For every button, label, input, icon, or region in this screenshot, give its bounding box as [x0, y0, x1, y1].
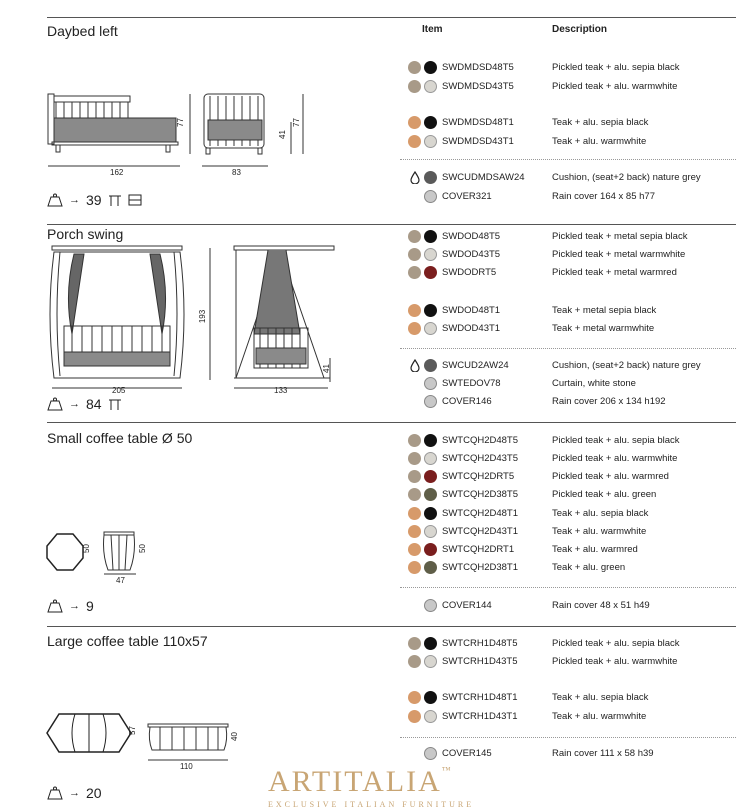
arrow-icon: →	[69, 398, 80, 410]
dotted-divider	[400, 587, 736, 588]
teak-swatch	[408, 561, 421, 574]
table-row	[408, 134, 728, 150]
dimension-label: 77	[175, 118, 185, 127]
item-code: SWTCQH2D48T5	[442, 435, 519, 446]
item-description: Pickled teak + metal warmwhite	[552, 249, 686, 260]
item-code: SWDODRT5	[442, 267, 497, 278]
item-description: Pickled teak + alu. warmwhite	[552, 453, 678, 464]
item-code: SWCUD2AW24	[442, 360, 509, 371]
teak-swatch	[408, 525, 421, 538]
table-row	[408, 394, 728, 410]
dimension-label: 41	[277, 130, 287, 139]
cover-swatch	[424, 599, 437, 612]
small-table-top-drawing	[45, 532, 85, 572]
item-code: COVER145	[442, 748, 492, 759]
arrow-icon: →	[69, 600, 80, 612]
section-divider	[47, 224, 736, 225]
table-row	[408, 524, 728, 540]
item-code: SWDMDSD43T1	[442, 136, 514, 147]
item-code: SWTCQH2D38T1	[442, 562, 519, 573]
table-row	[408, 247, 728, 263]
item-code: COVER146	[442, 396, 492, 407]
dimension-label: 83	[232, 168, 241, 177]
section-title-large-table: Large coffee table 110x57	[47, 633, 208, 649]
item-code: SWDMDSD43T5	[442, 81, 514, 92]
weight-value: 84	[86, 396, 102, 412]
black-swatch	[424, 304, 437, 317]
dimension-label: 110	[180, 762, 193, 771]
cover-swatch	[424, 395, 437, 408]
item-code: COVER144	[442, 600, 492, 611]
section-divider	[47, 626, 736, 627]
dimension-label: 133	[274, 386, 288, 395]
item-code: COVER321	[442, 191, 492, 202]
dimension-label: 50	[137, 544, 147, 553]
table-row	[408, 115, 728, 131]
item-description: Teak + metal warmwhite	[552, 323, 655, 334]
large-table-top-drawing	[45, 712, 133, 754]
section-title-small-table: Small coffee table Ø 50	[47, 430, 193, 446]
dimension-label: 40	[229, 732, 239, 741]
item-code: SWTCQH2D43T1	[442, 526, 519, 537]
item-code: SWTCQH2DRT5	[442, 471, 515, 482]
grey-swatch	[424, 359, 437, 372]
green-swatch	[424, 488, 437, 501]
pickled-teak-swatch	[408, 452, 421, 465]
weight-icon	[47, 193, 63, 207]
dimension-label: 205	[112, 386, 126, 395]
table-row	[408, 321, 728, 337]
table-row	[408, 598, 728, 614]
box-icon	[128, 193, 142, 207]
item-description: Pickled teak + alu. warmwhite	[552, 81, 678, 92]
section-divider	[47, 422, 736, 423]
dotted-divider	[400, 737, 736, 738]
warmwhite-swatch	[424, 525, 437, 538]
warmwhite-swatch	[424, 452, 437, 465]
pickled-teak-swatch	[408, 266, 421, 279]
black-swatch	[424, 61, 437, 74]
item-code: SWTCQH2D38T5	[442, 489, 519, 500]
weight-value: 20	[86, 785, 102, 801]
daybed-front-drawing	[44, 88, 184, 158]
item-code: SWCUDMDSAW24	[442, 172, 525, 183]
teak-swatch	[408, 507, 421, 520]
warmwhite-swatch	[424, 135, 437, 148]
item-description: Rain cover 48 x 51 h49	[552, 600, 650, 611]
item-description: Teak + alu. warmwhite	[552, 526, 647, 537]
weight-value: 39	[86, 192, 102, 208]
dimension-label: 57	[127, 726, 137, 735]
arrow-icon: →	[69, 194, 80, 206]
item-description: Teak + metal sepia black	[552, 305, 657, 316]
dimension-label: 77	[291, 118, 301, 127]
dimension-label: 47	[116, 576, 125, 585]
table-row	[408, 358, 728, 374]
weight-info	[47, 785, 102, 801]
teak-swatch	[408, 543, 421, 556]
item-description: Pickled teak + alu. green	[552, 489, 657, 500]
black-swatch	[424, 434, 437, 447]
table-row	[408, 487, 728, 503]
black-swatch	[424, 691, 437, 704]
item-description: Teak + alu. sepia black	[552, 117, 649, 128]
warmwhite-swatch	[424, 710, 437, 723]
warmred-swatch	[424, 470, 437, 483]
pickled-teak-swatch	[408, 655, 421, 668]
dimension-label: 162	[110, 168, 124, 177]
pickled-teak-swatch	[408, 470, 421, 483]
table-row	[408, 229, 728, 245]
item-description: Teak + alu. sepia black	[552, 692, 649, 703]
pickled-teak-swatch	[408, 230, 421, 243]
pickled-teak-swatch	[408, 80, 421, 93]
item-code: SWTCRH1D43T1	[442, 711, 518, 722]
warmred-swatch	[424, 266, 437, 279]
teak-swatch	[408, 691, 421, 704]
warmwhite-swatch	[424, 322, 437, 335]
item-code: SWTCRH1D43T5	[442, 656, 518, 667]
section-title-daybed: Daybed left	[47, 23, 118, 39]
item-description: Teak + alu. warmwhite	[552, 711, 647, 722]
porch-swing-front-drawing	[44, 244, 190, 384]
artitalia-logo: ARTITALIA™	[268, 765, 453, 798]
warmwhite-swatch	[424, 655, 437, 668]
dimension-label: 50	[81, 544, 91, 553]
table-icon	[108, 193, 122, 207]
cover-swatch	[424, 747, 437, 760]
pickled-teak-swatch	[408, 637, 421, 650]
item-code: SWDOD43T5	[442, 249, 501, 260]
table-row	[408, 79, 728, 95]
table-row	[408, 506, 728, 522]
daybed-side-drawing	[200, 90, 270, 160]
dotted-divider	[400, 159, 736, 160]
item-description: Curtain, white stone	[552, 378, 636, 389]
teak-swatch	[408, 304, 421, 317]
top-rule	[47, 17, 736, 18]
item-description: Cushion, (seat+2 back) nature grey	[552, 360, 701, 371]
teak-swatch	[408, 322, 421, 335]
dimension-label: 193	[198, 309, 208, 324]
item-code: SWTCRH1D48T5	[442, 638, 518, 649]
warmred-swatch	[424, 543, 437, 556]
item-description: Pickled teak + metal sepia black	[552, 231, 688, 242]
item-code: SWTEDOV78	[442, 378, 501, 389]
weight-info	[47, 396, 122, 412]
white-stone-swatch	[424, 377, 437, 390]
item-description: Teak + alu. warmred	[552, 544, 638, 555]
item-description: Cushion, (seat+2 back) nature grey	[552, 172, 701, 183]
table-row	[408, 690, 728, 706]
table-row	[408, 60, 728, 76]
item-description: Teak + alu. green	[552, 562, 626, 573]
drop-icon	[410, 171, 420, 184]
green-swatch	[424, 561, 437, 574]
table-row	[408, 469, 728, 485]
section-title-porch-swing: Porch swing	[47, 226, 124, 242]
black-swatch	[424, 637, 437, 650]
weight-icon	[47, 397, 63, 411]
table-row	[408, 654, 728, 670]
arrow-icon: →	[69, 787, 80, 799]
black-swatch	[424, 116, 437, 129]
grey-swatch	[424, 171, 437, 184]
dimension-line	[287, 92, 309, 162]
dimension-line	[206, 246, 214, 382]
weight-info	[47, 598, 94, 614]
table-row	[408, 636, 728, 652]
warmwhite-swatch	[424, 80, 437, 93]
item-code: SWDMDSD48T5	[442, 62, 514, 73]
item-code: SWDOD48T5	[442, 231, 501, 242]
item-code: SWDOD43T1	[442, 323, 501, 334]
description-header: Description	[552, 24, 608, 35]
teak-swatch	[408, 116, 421, 129]
item-description: Pickled teak + alu. warmred	[552, 471, 669, 482]
large-table-side-drawing	[146, 722, 232, 756]
teak-swatch	[408, 135, 421, 148]
item-code: SWTCQH2D48T1	[442, 508, 519, 519]
dotted-divider	[400, 348, 736, 349]
weight-info	[47, 192, 142, 208]
dimension-line	[186, 92, 196, 162]
weight-icon	[47, 786, 63, 800]
table-icon	[108, 397, 122, 411]
black-swatch	[424, 507, 437, 520]
item-description: Pickled teak + alu. sepia black	[552, 62, 680, 73]
item-description: Teak + alu. warmwhite	[552, 136, 647, 147]
cover-swatch	[424, 190, 437, 203]
item-description: Pickled teak + alu. sepia black	[552, 435, 680, 446]
dimension-label: 41	[321, 364, 331, 373]
table-row	[408, 376, 728, 392]
table-row	[408, 709, 728, 725]
black-swatch	[424, 230, 437, 243]
item-description: Pickled teak + metal warmred	[552, 267, 677, 278]
table-row	[408, 303, 728, 319]
item-code: SWDOD48T1	[442, 305, 501, 316]
table-row	[408, 542, 728, 558]
pickled-teak-swatch	[408, 248, 421, 261]
weight-value: 9	[86, 598, 94, 614]
table-row	[408, 265, 728, 281]
table-row	[408, 189, 728, 205]
item-description: Teak + alu. sepia black	[552, 508, 649, 519]
item-header: Item	[422, 24, 443, 35]
pickled-teak-swatch	[408, 434, 421, 447]
item-code: SWTCRH1D48T1	[442, 692, 518, 703]
table-row	[408, 451, 728, 467]
table-row	[408, 433, 728, 449]
item-code: SWTCQH2D43T5	[442, 453, 519, 464]
teak-swatch	[408, 710, 421, 723]
item-description: Pickled teak + alu. warmwhite	[552, 656, 678, 667]
table-row	[408, 560, 728, 576]
pickled-teak-swatch	[408, 61, 421, 74]
warmwhite-swatch	[424, 248, 437, 261]
item-description: Rain cover 111 x 58 h39	[552, 748, 654, 759]
item-description: Rain cover 164 x 85 h77	[552, 191, 655, 202]
item-description: Rain cover 206 x 134 h192	[552, 396, 666, 407]
weight-icon	[47, 599, 63, 613]
table-row	[408, 170, 728, 186]
drop-icon	[410, 359, 420, 372]
item-description: Pickled teak + alu. sepia black	[552, 638, 680, 649]
table-row	[408, 746, 728, 762]
item-code: SWTCQH2DRT1	[442, 544, 515, 555]
logo-tagline: EXCLUSIVE ITALIAN FURNITURE	[268, 800, 475, 809]
item-code: SWDMDSD48T1	[442, 117, 514, 128]
pickled-teak-swatch	[408, 488, 421, 501]
